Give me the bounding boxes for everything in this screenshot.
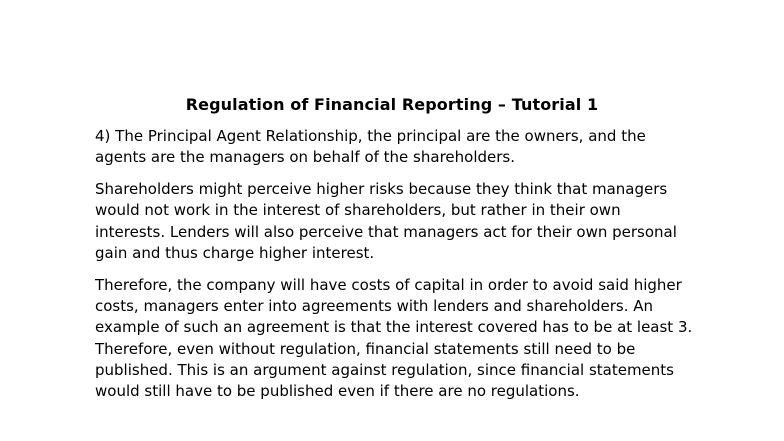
paragraph-cost-of-capital: Therefore, the company will have costs of capital in order to avoid said higher costs, managers enter into agreements with lenders and shareholders. An example of such an agreement is that the interest covered has to be at least 3. Therefore, even without regulation, financial statements still need to be published. This is an argument against regulation, since financial statements would still have to be published even if there are no regulations.: [95, 275, 693, 401]
document-body: [95, 126, 695, 413]
paragraph-principal-agent: 4) The Principal Agent Relationship, the principal are the owners, and the agents are the managers on behalf of the shareholders.: [95, 127, 646, 167]
document-title: Regulation of Financial Reporting – Tutorial 1: [185, 95, 599, 114]
paragraph-shareholder-risk: Shareholders might perceive higher risks because they think that managers would not work in the interest of shareholders, but rather in their own interests. Lenders will also perceive that managers act for their own personal gain and thus charge higher interest.: [95, 180, 677, 262]
